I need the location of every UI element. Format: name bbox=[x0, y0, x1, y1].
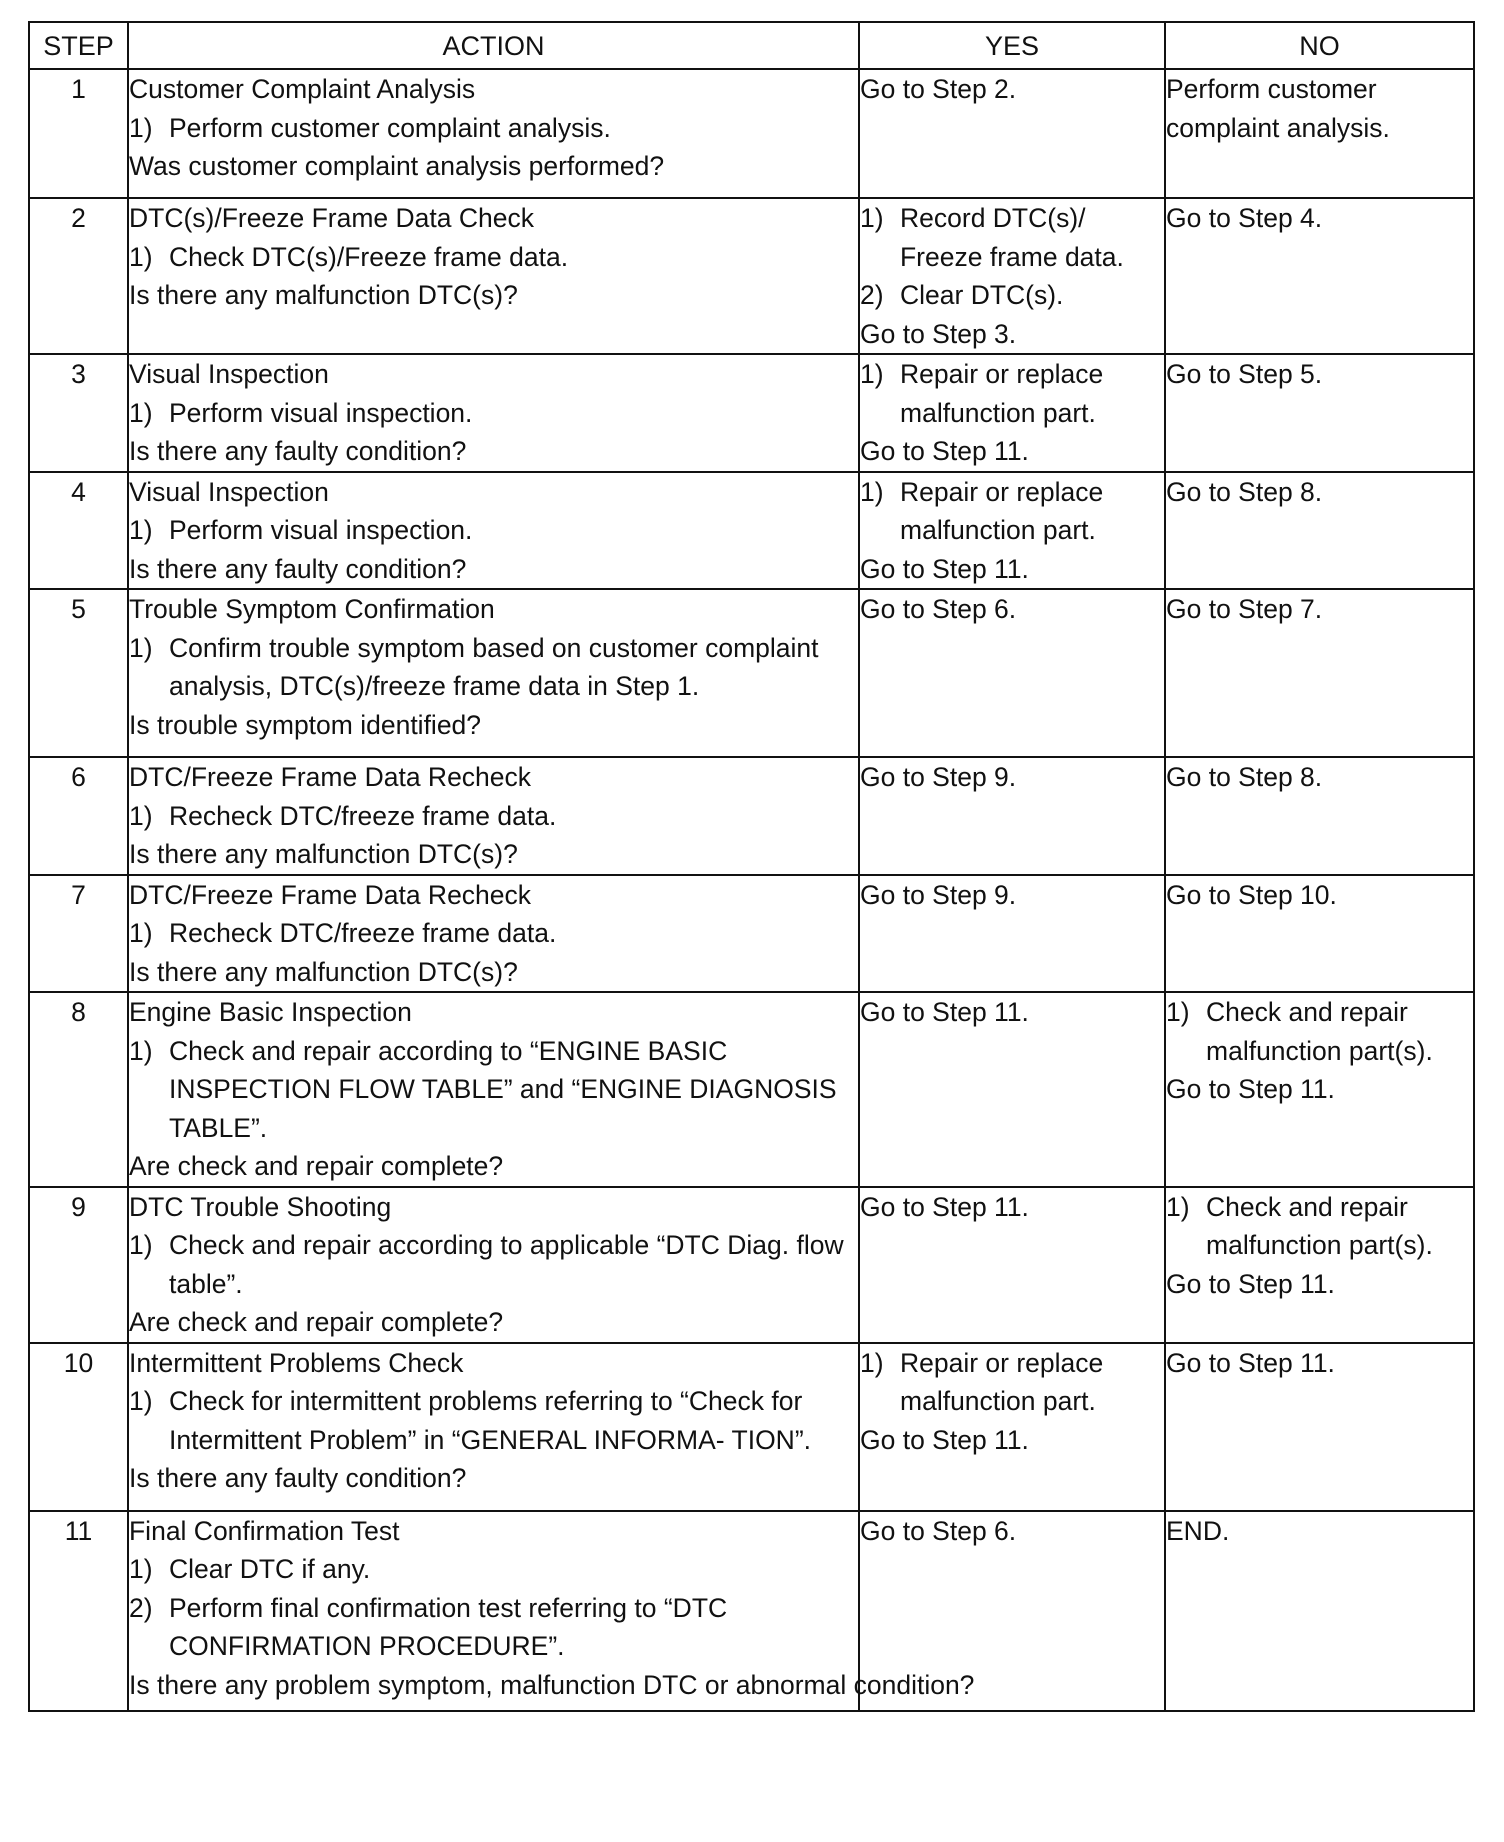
item-number: 2) bbox=[129, 1592, 153, 1623]
table-row bbox=[29, 472, 1474, 590]
table-row bbox=[29, 198, 1474, 354]
item-text: Confirm trouble symptom based on customer complaint analysis, DTC(s)/freeze frame data in Step 1. bbox=[169, 632, 819, 701]
item-text: Check DTC(s)/Freeze frame data. bbox=[169, 241, 569, 272]
action-question: Is there any problem symptom, malfunction DTC or abnormal condition? bbox=[129, 1669, 975, 1700]
numbered-item bbox=[129, 1226, 858, 1303]
action-question: Are check and repair complete? bbox=[129, 1151, 504, 1181]
item-number: 1) bbox=[860, 476, 884, 507]
item-number: 1) bbox=[129, 1035, 153, 1066]
item-number: 1) bbox=[860, 359, 884, 389]
action-question: Is there any faulty condition? bbox=[129, 1463, 467, 1493]
item-number: 1) bbox=[129, 241, 153, 272]
yes-cell bbox=[859, 875, 1165, 993]
numbered-item bbox=[129, 1589, 858, 1666]
table-row bbox=[29, 69, 1474, 198]
item-number: 1) bbox=[129, 632, 153, 663]
numbered-item bbox=[860, 1344, 1164, 1421]
yes-goto: Go to Step 11. bbox=[860, 436, 1029, 466]
numbered-item bbox=[129, 1032, 858, 1148]
no-cell bbox=[1165, 992, 1474, 1187]
item-text: Repair or replace malfunction part. bbox=[900, 1347, 1104, 1416]
item-text: Recheck DTC/freeze frame data. bbox=[169, 800, 557, 831]
item-number: 1) bbox=[860, 203, 884, 233]
item-text: Check and repair according to applicable “DTC Diag. flow table”. bbox=[169, 1230, 844, 1299]
action-cell bbox=[128, 1343, 859, 1511]
table-row bbox=[29, 354, 1474, 472]
action-cell bbox=[128, 875, 859, 993]
action-title: DTC/Freeze Frame Data Recheck bbox=[129, 879, 532, 910]
item-number: 1) bbox=[129, 918, 153, 948]
yes-cell bbox=[859, 69, 1165, 198]
yes-goto: Go to Step 11. bbox=[860, 1191, 1029, 1222]
numbered-item bbox=[129, 511, 858, 550]
step-number: 1 bbox=[29, 69, 128, 198]
step-number: 10 bbox=[29, 1343, 128, 1511]
yes-goto: Go to Step 2. bbox=[860, 74, 1017, 104]
item-number: 1) bbox=[860, 1347, 884, 1378]
item-text: Perform visual inspection. bbox=[169, 515, 473, 545]
numbered-item bbox=[860, 473, 1164, 550]
item-text: Repair or replace malfunction part. bbox=[900, 476, 1104, 545]
numbered-item bbox=[1166, 993, 1473, 1070]
action-cell bbox=[128, 198, 859, 354]
no-cell bbox=[1165, 1187, 1474, 1343]
numbered-item bbox=[129, 238, 858, 277]
table-row bbox=[29, 589, 1474, 757]
action-question: Is there any faulty condition? bbox=[129, 553, 467, 584]
yes-goto: Go to Step 11. bbox=[860, 1424, 1029, 1455]
header-yes: YES bbox=[859, 22, 1165, 69]
item-number: 1) bbox=[129, 397, 153, 428]
item-text: Recheck DTC/freeze frame data. bbox=[169, 918, 557, 948]
table-row bbox=[29, 875, 1474, 993]
yes-cell bbox=[859, 354, 1165, 472]
item-text: Repair or replace malfunction part. bbox=[900, 359, 1104, 428]
numbered-item bbox=[129, 109, 858, 148]
numbered-item bbox=[1166, 1188, 1473, 1265]
action-question: Is trouble symptom identified? bbox=[129, 709, 482, 740]
action-title: Intermittent Problems Check bbox=[129, 1347, 464, 1378]
no-text: Go to Step 8. bbox=[1166, 762, 1323, 792]
action-cell bbox=[128, 1187, 859, 1343]
numbered-item bbox=[129, 1382, 858, 1459]
action-title: Visual Inspection bbox=[129, 476, 329, 507]
item-number: 1) bbox=[129, 1386, 153, 1416]
no-text: Perform customer complaint analysis. bbox=[1166, 74, 1390, 143]
yes-cell bbox=[859, 472, 1165, 590]
yes-goto: Go to Step 11. bbox=[860, 553, 1029, 584]
action-cell bbox=[128, 992, 859, 1187]
yes-cell bbox=[859, 1187, 1165, 1343]
action-title: DTC(s)/Freeze Frame Data Check bbox=[129, 203, 534, 233]
header-row bbox=[29, 22, 1474, 69]
yes-cell bbox=[859, 1343, 1165, 1511]
table-row bbox=[29, 1187, 1474, 1343]
no-cell bbox=[1165, 589, 1474, 757]
item-text: Perform final confirmation test referring to “DTC CONFIRMATION PROCEDURE”. bbox=[169, 1592, 728, 1661]
step-number: 2 bbox=[29, 198, 128, 354]
yes-cell bbox=[859, 198, 1165, 354]
no-text: Go to Step 10. bbox=[1166, 879, 1337, 910]
yes-cell bbox=[859, 757, 1165, 875]
action-question: Was customer complaint analysis performed? bbox=[129, 151, 665, 181]
yes-goto: Go to Step 6. bbox=[860, 594, 1017, 624]
numbered-item bbox=[129, 797, 858, 836]
item-text: Check for intermittent problems referring to “Check for Intermittent Problem” in “GENERAL INFORMA- TION”. bbox=[169, 1386, 812, 1455]
no-cell bbox=[1165, 875, 1474, 993]
table-row bbox=[29, 1511, 1474, 1711]
item-text: Check and repair malfunction part(s). bbox=[1206, 997, 1433, 1066]
header-action: ACTION bbox=[128, 22, 859, 69]
item-text: Check and repair malfunction part(s). bbox=[1206, 1191, 1433, 1260]
yes-goto: Go to Step 3. bbox=[860, 318, 1017, 349]
item-number: 1) bbox=[129, 515, 153, 545]
step-number: 9 bbox=[29, 1187, 128, 1343]
no-text: Go to Step 8. bbox=[1166, 476, 1323, 507]
action-question: Is there any malfunction DTC(s)? bbox=[129, 956, 518, 987]
item-text: Record DTC(s)/ Freeze frame data. bbox=[900, 203, 1124, 272]
action-title: Customer Complaint Analysis bbox=[129, 74, 476, 104]
item-text: Clear DTC if any. bbox=[169, 1554, 371, 1584]
diagnostic-flow-table bbox=[28, 21, 1475, 1712]
yes-goto: Go to Step 9. bbox=[860, 762, 1017, 792]
yes-cell bbox=[859, 589, 1165, 757]
numbered-item bbox=[860, 199, 1164, 276]
no-text: END. bbox=[1166, 1515, 1230, 1546]
action-cell bbox=[128, 354, 859, 472]
numbered-item bbox=[129, 914, 858, 953]
numbered-item bbox=[860, 355, 1164, 432]
action-question: Is there any malfunction DTC(s)? bbox=[129, 839, 518, 869]
numbered-item bbox=[860, 276, 1164, 315]
action-cell bbox=[128, 69, 859, 198]
yes-goto: Go to Step 11. bbox=[860, 997, 1029, 1027]
item-number: 1) bbox=[1166, 1191, 1190, 1222]
no-text: Go to Step 11. bbox=[1166, 1074, 1335, 1104]
no-cell bbox=[1165, 354, 1474, 472]
yes-cell bbox=[859, 992, 1165, 1187]
item-number: 1) bbox=[1166, 997, 1190, 1027]
header-step: STEP bbox=[29, 22, 128, 69]
yes-goto: Go to Step 6. bbox=[860, 1515, 1017, 1546]
numbered-item bbox=[129, 1550, 858, 1589]
table-row bbox=[29, 757, 1474, 875]
item-text: Check and repair according to “ENGINE BASIC INSPECTION FLOW TABLE” and “ENGINE DIAGNOSIS TABLE”. bbox=[169, 1035, 837, 1143]
step-number: 4 bbox=[29, 472, 128, 590]
no-text: Go to Step 4. bbox=[1166, 203, 1323, 233]
action-title: DTC Trouble Shooting bbox=[129, 1191, 392, 1222]
action-title: Final Confirmation Test bbox=[129, 1515, 400, 1546]
no-text: Go to Step 11. bbox=[1166, 1268, 1335, 1299]
action-cell bbox=[128, 472, 859, 590]
no-cell bbox=[1165, 198, 1474, 354]
item-number: 1) bbox=[129, 1554, 153, 1584]
step-number: 3 bbox=[29, 354, 128, 472]
action-question: Are check and repair complete? bbox=[129, 1307, 504, 1337]
action-cell bbox=[128, 757, 859, 875]
no-cell bbox=[1165, 69, 1474, 198]
header-no: NO bbox=[1165, 22, 1474, 69]
yes-goto: Go to Step 9. bbox=[860, 879, 1017, 910]
item-text: Clear DTC(s). bbox=[900, 280, 1064, 310]
numbered-item bbox=[129, 394, 858, 433]
no-cell bbox=[1165, 472, 1474, 590]
no-text: Go to Step 5. bbox=[1166, 359, 1323, 389]
action-title: Trouble Symptom Confirmation bbox=[129, 594, 495, 624]
item-text: Perform customer complaint analysis. bbox=[169, 112, 611, 143]
numbered-item bbox=[129, 629, 858, 706]
action-title: DTC/Freeze Frame Data Recheck bbox=[129, 762, 532, 792]
action-title: Engine Basic Inspection bbox=[129, 997, 412, 1027]
action-question: Is there any faulty condition? bbox=[129, 436, 467, 466]
item-number: 1) bbox=[129, 1230, 153, 1260]
step-number: 6 bbox=[29, 757, 128, 875]
item-text: Perform visual inspection. bbox=[169, 397, 473, 428]
item-number: 2) bbox=[860, 280, 884, 310]
no-cell bbox=[1165, 757, 1474, 875]
no-text: Go to Step 11. bbox=[1166, 1347, 1335, 1378]
step-number: 11 bbox=[29, 1511, 128, 1711]
step-number: 5 bbox=[29, 589, 128, 757]
step-number: 8 bbox=[29, 992, 128, 1187]
action-question: Is there any malfunction DTC(s)? bbox=[129, 280, 518, 310]
no-cell bbox=[1165, 1343, 1474, 1511]
no-cell bbox=[1165, 1511, 1474, 1711]
item-number: 1) bbox=[129, 800, 153, 831]
table-row bbox=[29, 992, 1474, 1187]
item-number: 1) bbox=[129, 112, 153, 143]
table-row bbox=[29, 1343, 1474, 1511]
no-text: Go to Step 7. bbox=[1166, 594, 1323, 624]
action-cell bbox=[128, 589, 859, 757]
action-title: Visual Inspection bbox=[129, 359, 329, 389]
step-number: 7 bbox=[29, 875, 128, 993]
